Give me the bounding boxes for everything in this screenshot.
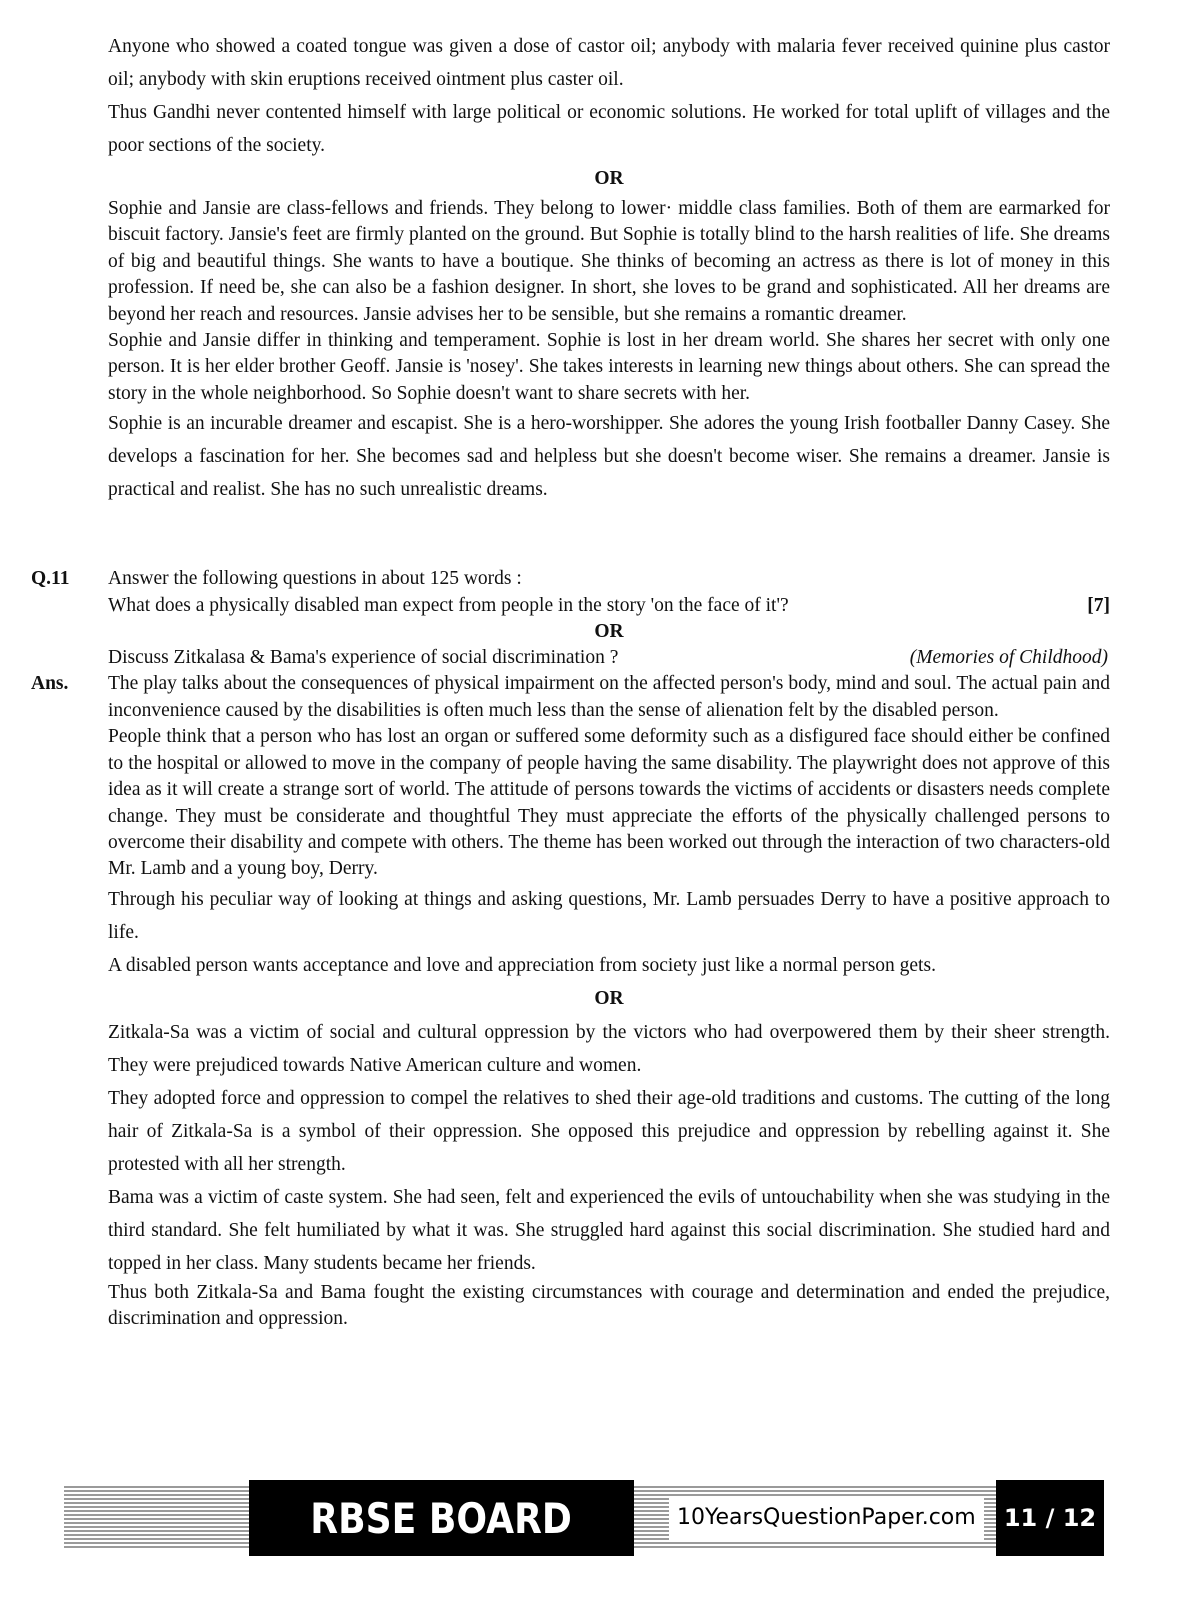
answer-para-5: Zitkala-Sa was a victim of social and cultural oppression by the victors who had overpowered them by their sheer strength. They were prejudiced towards Native American culture and women. [108, 1021, 1110, 1076]
page-footer [64, 1480, 1104, 1556]
question-instruction: Answer the following questions in about 125 words : [108, 568, 522, 590]
brand-text: RBSE BOARD [310, 1493, 573, 1543]
page-number: 11 / 12 [996, 1480, 1104, 1556]
prev-answer-para-3: Sophie and Jansie are class-fellows and friends. They belong to lower· middle class families. Both of them are earmarked for biscuit factory. Jansie's feet are firmly planted on the ground. But Sophie is totally blind to the harsh realities of life. She dreams of big and beautiful things. She wants to have a boutique. She thinks of becoming an actress as there is lot of money in this profession. If need be, she can also be a fashion designer. In short, she loves to be grand and sophisticated. All her dreams are beyond her reach and resources. Jansie advises her to be sensible, but she remains a romantic dreamer. [108, 198, 1110, 325]
or-separator: OR [594, 987, 624, 1009]
answer-para-3: Through his peculiar way of looking at things and asking questions, Mr. Lamb persuades Derry to have a positive approach to life. [108, 888, 1110, 943]
answer-para-2: People think that a person who has lost an organ or suffered some deformity such as a disfigured face should either be confined to the hospital or allowed to move in the company of people having the same disability. The playwright does not approve of this idea as it will create a strange sort of world. The attitude of persons towards the victims of accidents or disasters needs complete change. They must be considerate and thoughtful They must appreciate the efforts of the physically challenged persons to overcome their disability and compete with others. The theme has been worked out through the interaction of two characters-old Mr. Lamb and a young boy, Derry. [108, 726, 1110, 880]
prev-answer-para-1: Anyone who showed a coated tongue was given a dose of castor oil; anybody with malaria fever received quinine plus castor oil; anybody with skin eruptions received ointment plus caster oil. [108, 36, 1110, 90]
or-separator: OR [594, 621, 624, 643]
question-2: Discuss Zitkalasa & Bama's experience of social discrimination ? [108, 647, 619, 669]
answer-para-4: A disabled person wants acceptance and love and appreciation from society just like a normal person gets. [108, 954, 936, 976]
or-separator: OR [594, 168, 624, 189]
prev-answer-para-5: Sophie is an incurable dreamer and escapist. She is a hero-worshipper. She adores the young Irish footballer Danny Casey. She develops a fascination for her. She becomes sad and helpless but she doesn't become wiser. She remains a dreamer. Jansie is practical and realist. She has no such unrealistic dreams. [108, 413, 1110, 501]
page-content [31, 30, 1110, 1333]
answer-para-1-row [31, 671, 1110, 724]
question-marks: [7] [1087, 594, 1110, 616]
site-name: 10YearsQuestionPaper.com [669, 1496, 984, 1540]
question-2-reference: (Memories of Childhood) [909, 647, 1108, 669]
question-1-row [108, 593, 1110, 619]
brand-logo [249, 1480, 634, 1556]
answer-para-7: Bama was a victim of caste system. She had seen, felt and experienced the evils of untouchability when she was studying in the third standard. She felt humiliated by what it was. She struggled hard against this social discrimination. She studied hard and topped in her class. Many students became her friends. [108, 1186, 1110, 1274]
question-instruction-row [31, 566, 1110, 592]
question-label: Q.11 [31, 568, 70, 590]
prev-answer-para-2: Thus Gandhi never contented himself with large political or economic solutions. He worked for total uplift of villages and the poor sections of the society. [108, 102, 1110, 156]
answer-label: Ans. [31, 673, 69, 695]
question-2-row [108, 645, 1110, 671]
prev-answer-para-4: Sophie and Jansie differ in thinking and temperament. Sophie is lost in her dream world. She shares her secret with only one person. It is her elder brother Geoff. Jansie is 'nosey'. She takes interests in learning new things about others. She can spread the story in the whole neighborhood. So Sophie doesn't want to share secrets with her. [108, 330, 1110, 404]
answer-para-6: They adopted force and oppression to compel the relatives to shed their age-old traditions and customs. The cutting of the long hair of Zitkala-Sa is a symbol of their oppression. She opposed this prejudice and oppression by rebelling against it. She protested with all her strength. [108, 1087, 1110, 1175]
footer-stripes-left [64, 1486, 249, 1550]
spacer [108, 506, 1110, 566]
answer-para-1: The play talks about the consequences of physical impairment on the affected person's body, mind and soul. The actual pain and inconvenience caused by the disabilities is often much less than the sense of alienation felt by the disabled person. [108, 673, 1110, 721]
question-1: What does a physically disabled man expect from people in the story 'on the face of it'? [108, 594, 789, 616]
answer-para-8: Thus both Zitkala-Sa and Bama fought the existing circumstances with courage and determination and ended the prejudice, discrimination and oppression. [108, 1281, 1110, 1330]
